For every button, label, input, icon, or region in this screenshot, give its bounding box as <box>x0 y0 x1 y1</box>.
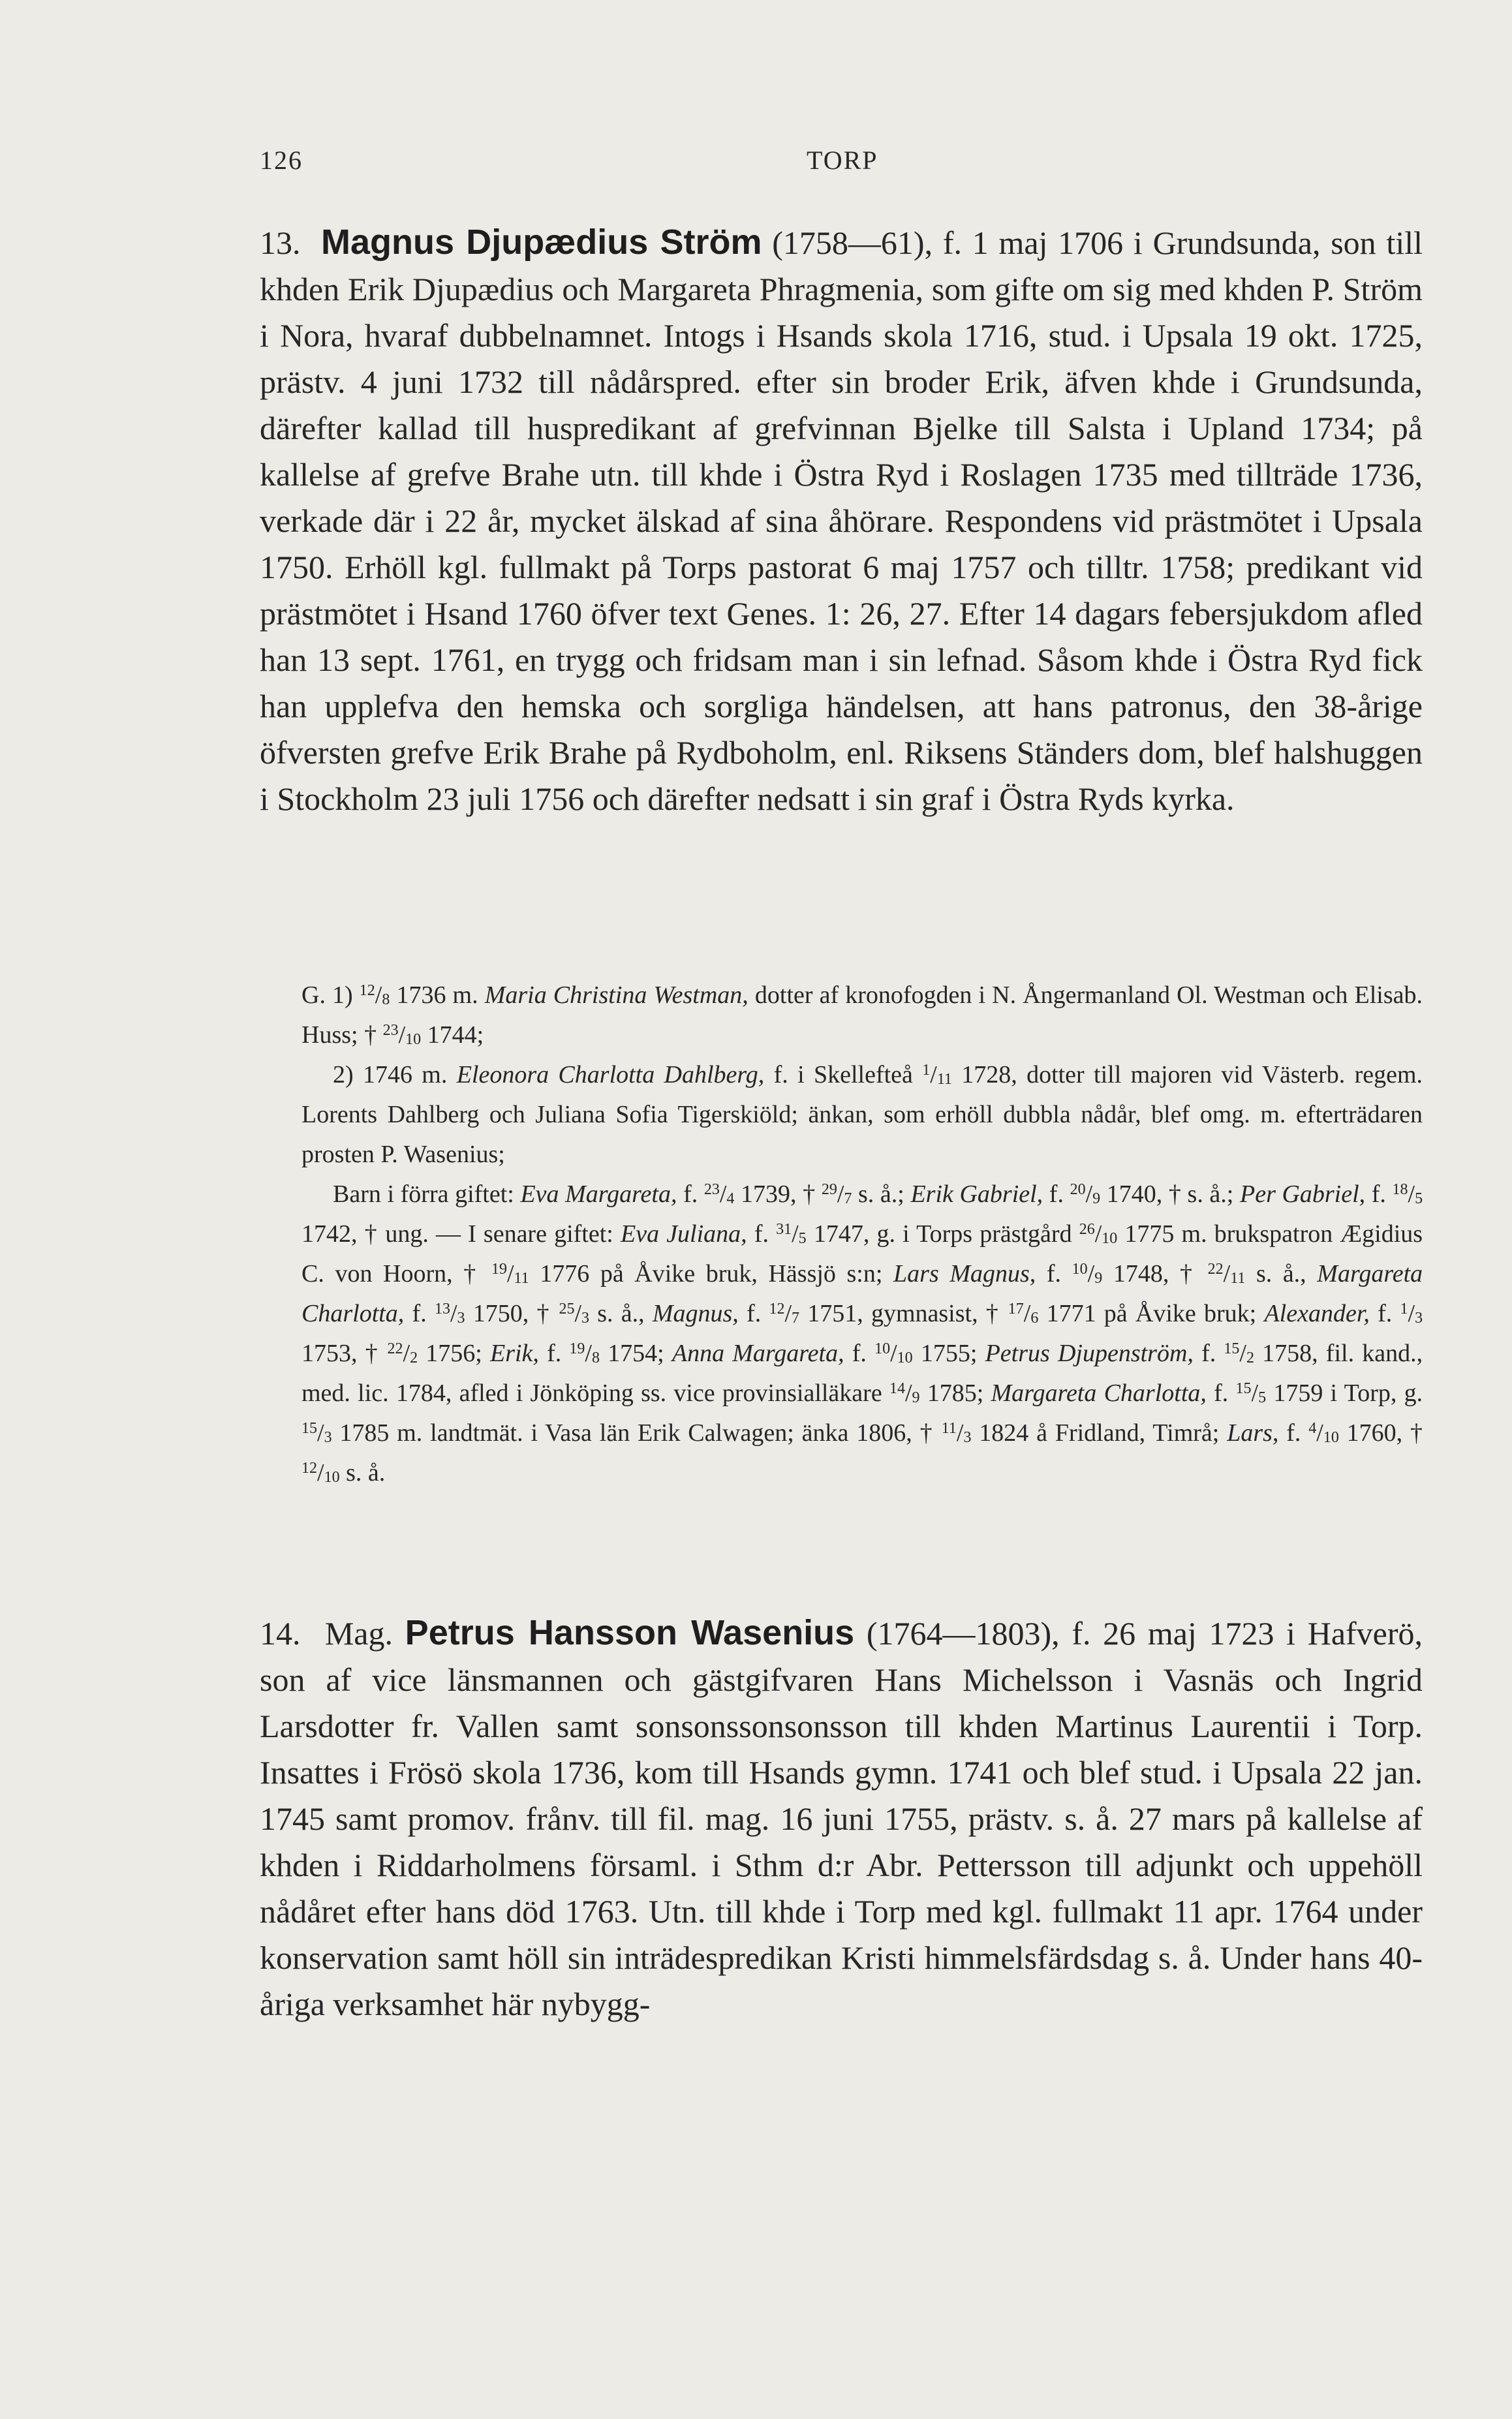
entry-14-paragraph <box>260 1610 1423 2027</box>
entry-text: (1764—1803), f. 26 maj 1723 i Hafverö, son af vice länsmannen och gästgifvaren Hans Michelsson i Vasnäs och Ingrid Larsdotter fr. Vallen samt sonsonssonsonsson till khden Martinus Laurentii i Torp. Insattes i Frösö skola 1736, kom till Hsands gymn. 1741 och blef stud. i Upsala 22 jan. 1745 samt promov. frånv. till fil. mag. 16 juni 1755, prästv. s. å. 27 mars på kallelse af khden i Riddarholmens församl. i Sthm d:r Abr. Pettersson till adjunkt och uppehöll nådåret efter hans död 1763. Utn. till khde i Torp med kgl. fullmakt 11 apr. 1764 under konservation samt höll sin inträdespredikan Kristi himmelsfärdsdag s. å. Under hans 40-åriga verksamhet här nybygg- <box>260 1615 1423 2022</box>
family-note-first-marriage: G. 1) $^{12}/_8$ 1736 m. Maria Christina Westman, dotter af kronofogden i N. Ångermanland Ol. Westman och Elisab. Huss; † $^{23}/_{10}$ 1744; <box>301 981 1423 1049</box>
child-name: Alexander, <box>1264 1300 1370 1327</box>
page-header <box>0 145 1512 191</box>
person-name: Magnus Djupædius Ström <box>321 223 762 262</box>
entry-number: 13. <box>260 224 301 261</box>
person-name: Petrus Hansson Wasenius <box>405 1613 855 1652</box>
child-name: Petrus Djupenström, <box>985 1340 1194 1367</box>
family-note-children: Barn i förra giftet: Eva Margareta, f. $^{23}/_4$ 1739, † $^{29}/_7$ s. å.; Erik Gabriel, f. $^{20}/_9$ 1740, † s. å.; Per Gabriel, f. $^{18}/_5$ 1742, † ung. — I senare giftet: Eva Juliana, f. $^{31}/_5$ 1747, g. i Torps prästgård $^{26}/_{10}$ 1775 m. brukspatron Ægidius C. von Hoorn, † $^{19}/_{11}$ 1776 på Åvike bruk, Hässjö s:n; Lars Magnus, f. $^{10}/_9$ 1748, † $^{22}/_{11}$ s. å., Margareta Charlotta, f. $^{13}/_3$ 1750, † $^{25}/_3$ s. å., Magnus, f. $^{12}/_7$ 1751, gymnasist, † $^{17}/_6$ 1771 på Åvike bruk; Alexander, f. $^1/_3$ 1753, † $^{22}/_2$ 1756; Erik, f. $^{19}/_8$ 1754; Anna Margareta, f. $^{10}/_{10}$ 1755; Petrus Djupenström, f. $^{15}/_2$ 1758, fil. kand., med. lic. 1784, afled i Jönköping ss. vice provinsialläkare $^{14}/_9$ 1785; Margareta Charlotta, f. $^{15}/_5$ 1759 i Torp, g. $^{15}/_3$ 1785 m. landtmät. i Vasa län Erik Calwagen; änka 1806, † $^{11}/_3$ 1824 å Fridland, Timrå; Lars, f. $^4/_{10}$ 1760, † $^{12}/_{10}$ s. å. <box>301 1180 1423 1487</box>
child-name: Margareta Charlotta, <box>301 1260 1423 1327</box>
spouse-name: Maria Christina Westman, <box>484 981 748 1009</box>
title-prefix: Mag. <box>324 1615 393 1652</box>
entry-text: (1758—61), f. 1 maj 1706 i Grundsunda, son till khden Erik Djupædius och Margareta Phragmenia, som gifte om sig med khden P. Ström i Nora, hvaraf dubbelnamnet. Intogs i Hsands skola 1716, stud. i Upsala 19 okt. 1725, prästv. 4 juni 1732 till nådårspred. efter sin broder Erik, äfven khde i Grundsunda, därefter kallad till huspredikant af grefvinnan Bjelke till Salsta i Upland 1734; på kallelse af grefve Brahe utn. till khde i Östra Ryd i Roslagen 1735 med tillträde 1736, verkade där i 22 år, mycket älskad af sina åhörare. Respondens vid prästmötet i Upsala 1750. Erhöll kgl. fullmakt på Torps pastorat 6 maj 1757 och tilltr. 1758; predikant vid prästmötet i Hsand 1760 öfver text Genes. 1: 26, 27. Efter 14 dagars febersjukdom afled han 13 sept. 1761, en trygg och fridsam man i sin lefnad. Såsom khde i Östra Ryd fick han upplefva den hemska och sorgliga händelsen, att hans patronus, den 38-årige öfversten grefve Erik Brahe på Rydboholm, enl. Riksens Ständers dom, blef halshuggen i Stockholm 23 juli 1756 och därefter nedsatt i sin graf i Östra Ryds kyrka. <box>260 224 1423 817</box>
page-number: 126 <box>260 146 303 175</box>
entry-14 <box>260 1610 1423 2027</box>
child-name: Per Gabriel, <box>1239 1180 1366 1208</box>
child-name: Lars Magnus, <box>893 1260 1036 1287</box>
child-name: Magnus, <box>652 1300 739 1327</box>
child-name: Lars, <box>1227 1419 1279 1447</box>
spouse-name: Eleonora Charlotta Dahlberg, <box>456 1061 765 1088</box>
entry-13 <box>260 219 1423 822</box>
family-notes <box>301 976 1423 1493</box>
entry-number: 14. <box>260 1615 301 1652</box>
child-name: Anna Margareta, <box>671 1340 844 1367</box>
child-name: Eva Juliana, <box>620 1220 747 1248</box>
child-name: Erik Gabriel, <box>910 1180 1043 1208</box>
child-name: Eva Margareta, <box>520 1180 677 1208</box>
entry-13-paragraph <box>260 219 1423 822</box>
child-name: Erik, <box>489 1340 539 1367</box>
family-note-second-marriage: 2) 1746 m. Eleonora Charlotta Dahlberg, f. i Skellefteå $^1/_{11}$ 1728, dotter till majoren vid Västerb. regem. Lorents Dahlberg och Juliana Sofia Tigerskiöld; änkan, som erhöll dubbla nådår, blef omg. m. efterträdaren prosten P. Wasenius; <box>301 1061 1423 1168</box>
running-title: TORP <box>807 146 878 175</box>
child-name: Margareta Charlotta, <box>991 1379 1207 1407</box>
